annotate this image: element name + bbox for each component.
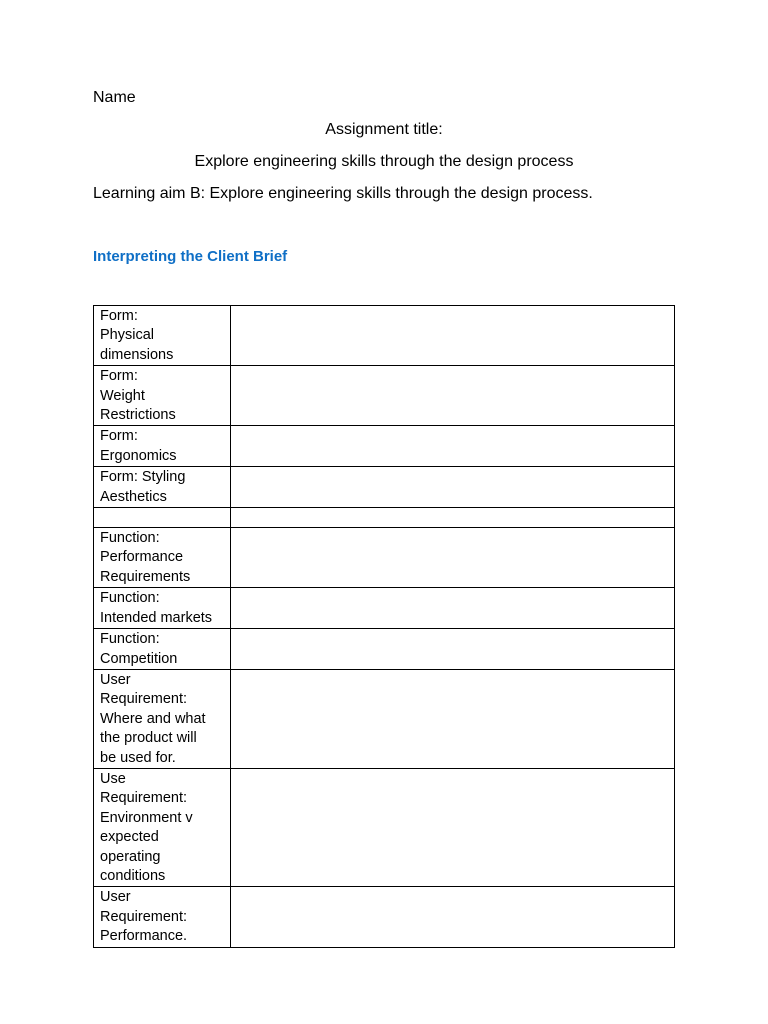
row-label (94, 508, 231, 528)
table-row (94, 629, 675, 670)
name-label: Name (93, 89, 136, 106)
row-value-cell[interactable] (231, 467, 675, 508)
row-value-cell[interactable] (231, 669, 675, 768)
section-heading: Interpreting the Client Brief (93, 248, 288, 265)
client-brief-table (93, 305, 675, 948)
learning-aim: Learning aim B: Explore engineering skills through the design process. (93, 185, 593, 202)
table-row (94, 467, 675, 508)
table-row (94, 768, 675, 886)
table-row (94, 887, 675, 947)
table-row (94, 366, 675, 426)
row-value-cell[interactable] (231, 528, 675, 588)
row-label: Use Requirement: Environment v expected operating conditions (94, 768, 231, 886)
row-label: Form: Ergonomics (94, 426, 231, 467)
row-value-cell[interactable] (231, 629, 675, 670)
row-label: Form: Weight Restrictions (94, 366, 231, 426)
row-label: Function: Performance Requirements (94, 528, 231, 588)
row-label: User Requirement: Where and what the product will be used for. (94, 669, 231, 768)
row-value-cell[interactable] (231, 366, 675, 426)
row-value-cell[interactable] (231, 887, 675, 947)
row-label: Function: Competition (94, 629, 231, 670)
table-row (94, 669, 675, 768)
row-value-cell[interactable] (231, 588, 675, 629)
table-row (94, 528, 675, 588)
table-row (94, 306, 675, 366)
table-row (94, 426, 675, 467)
row-value-cell[interactable] (231, 306, 675, 366)
row-value-cell[interactable] (231, 426, 675, 467)
row-label: User Requirement: Performance. (94, 887, 231, 947)
table-row (94, 588, 675, 629)
row-label: Form: Styling Aesthetics (94, 467, 231, 508)
row-value-cell[interactable] (231, 508, 675, 528)
assignment-title-label: Assignment title: (325, 121, 443, 138)
row-label: Form: Physical dimensions (94, 306, 231, 366)
assignment-title: Explore engineering skills through the design process (194, 153, 574, 170)
row-label: Function: Intended markets (94, 588, 231, 629)
row-value-cell[interactable] (231, 768, 675, 886)
table-row (94, 508, 675, 528)
